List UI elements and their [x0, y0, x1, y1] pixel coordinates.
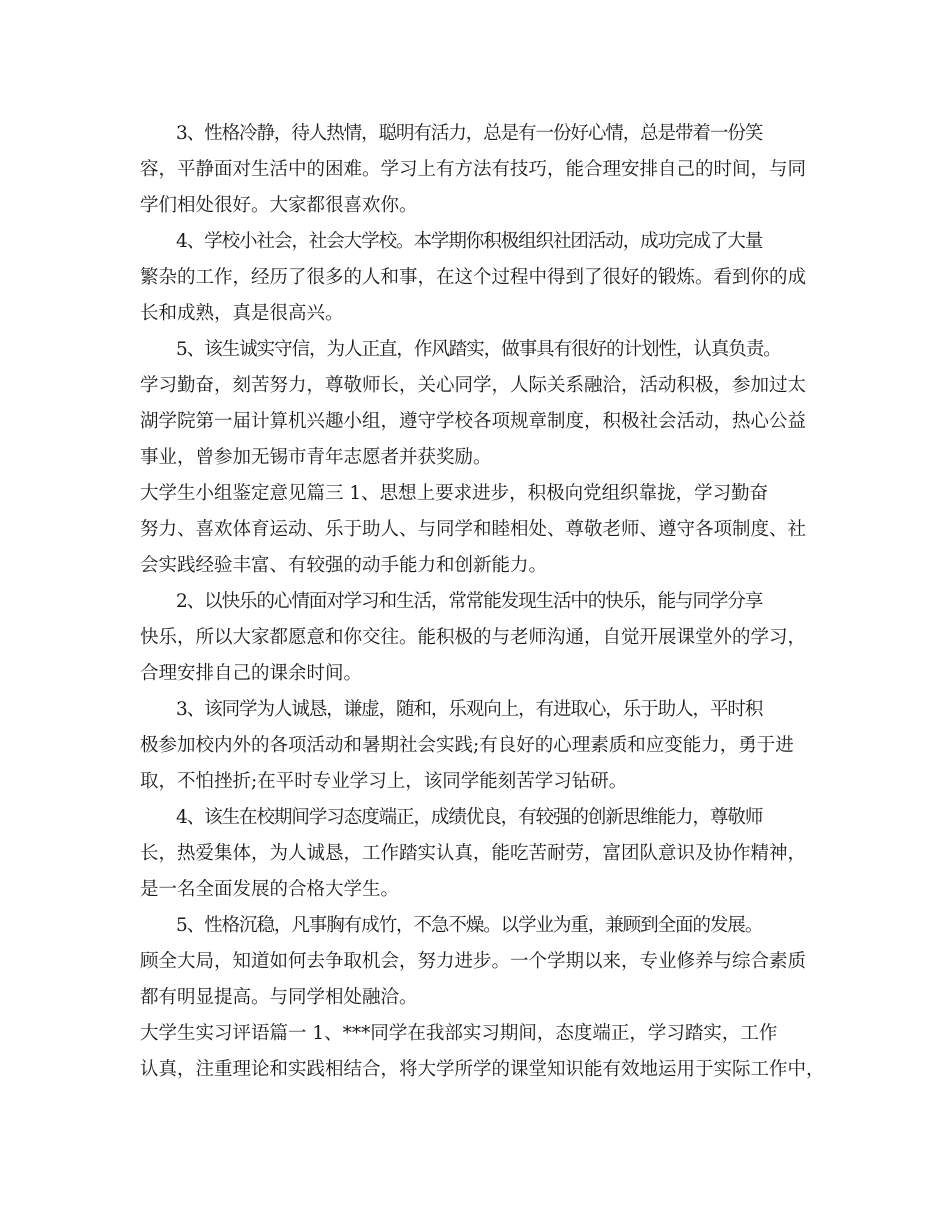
text-line: 5、该生诚实守信，为人正直，作风踏实，做事具有很好的计划性，认真负责。 [176, 339, 781, 360]
text-line: 学习勤奋，刻苦努力，尊敬师长，关心同学，人际关系融洽，活动积极，参加过太 [140, 375, 807, 396]
text-line: 都有明显提高。与同学相处融洽。 [140, 987, 418, 1008]
text-line: 3、该同学为人诚恳，谦虚，随和，乐观向上，有进取心，乐于助人，平时积 [176, 699, 763, 720]
text-line: 顾全大局，知道如何去争取机会，努力进步。一个学期以来，专业修养与综合素质 [140, 951, 807, 972]
text-line: 合理安排自己的课余时间。 [140, 663, 363, 684]
text-line: 是一名全面发展的合格大学生。 [140, 879, 400, 900]
text-line: 长，热爱集体，为人诚恳，工作踏实认真，能吃苦耐劳，富团队意识及协作精神， [140, 843, 807, 864]
text-line: 4、学校小社会，社会大学校。本学期你积极组织社团活动，成功完成了大量 [176, 231, 763, 252]
text-line: 学们相处很好。大家都很喜欢你。 [140, 195, 418, 216]
text-line: 5、性格沉稳，凡事胸有成竹，不急不燥。以学业为重，兼顾到全面的发展。 [176, 915, 763, 936]
text-line: 湖学院第一届计算机兴趣小组，遵守学校各项规章制度，积极社会活动，热心公益 [140, 411, 807, 432]
section-heading-line: 大学生实习评语篇一 1、***同学在我部实习期间，态度端正，学习踏实，工作 [140, 1023, 778, 1044]
text-line: 快乐，所以大家都愿意和你交往。能积极的与老师沟通，自觉开展课堂外的学习， [140, 627, 807, 648]
text-line: 事业，曾参加无锡市青年志愿者并获奖励。 [140, 447, 492, 468]
text-line: 会实践经验丰富、有较强的动手能力和创新能力。 [140, 555, 548, 576]
text-line: 认真，注重理论和实践相结合，将大学所学的课堂知识能有效地运用于实际工作中， [140, 1059, 825, 1080]
text-line: 长和成熟，真是很高兴。 [140, 303, 344, 324]
section-heading-line: 大学生小组鉴定意见篇三 1、思想上要求进步，积极向党组织靠拢，学习勤奋 [140, 483, 769, 504]
text-line: 努力、喜欢体育运动、乐于助人、与同学和睦相处、尊敬老师、遵守各项制度、社 [140, 519, 807, 540]
text-line: 3、性格冷静，待人热情，聪明有活力，总是有一份好心情，总是带着一份笑 [176, 123, 763, 144]
text-line: 容，平静面对生活中的困难。学习上有方法有技巧，能合理安排自己的时间，与同 [140, 159, 807, 180]
text-line: 2、以快乐的心情面对学习和生活，常常能发现生活中的快乐，能与同学分享 [176, 591, 763, 612]
text-line: 取，不怕挫折;在平时专业学习上，该同学能刻苦学习钻研。 [140, 771, 628, 792]
text-line: 繁杂的工作，经历了很多的人和事，在这个过程中得到了很好的锻炼。看到你的成 [140, 267, 807, 288]
text-line: 极参加校内外的各项活动和暑期社会实践;有良好的心理素质和应变能力，勇于进 [140, 735, 794, 756]
text-line: 4、该生在校期间学习态度端正，成绩优良，有较强的创新思维能力，尊敬师 [176, 807, 763, 828]
